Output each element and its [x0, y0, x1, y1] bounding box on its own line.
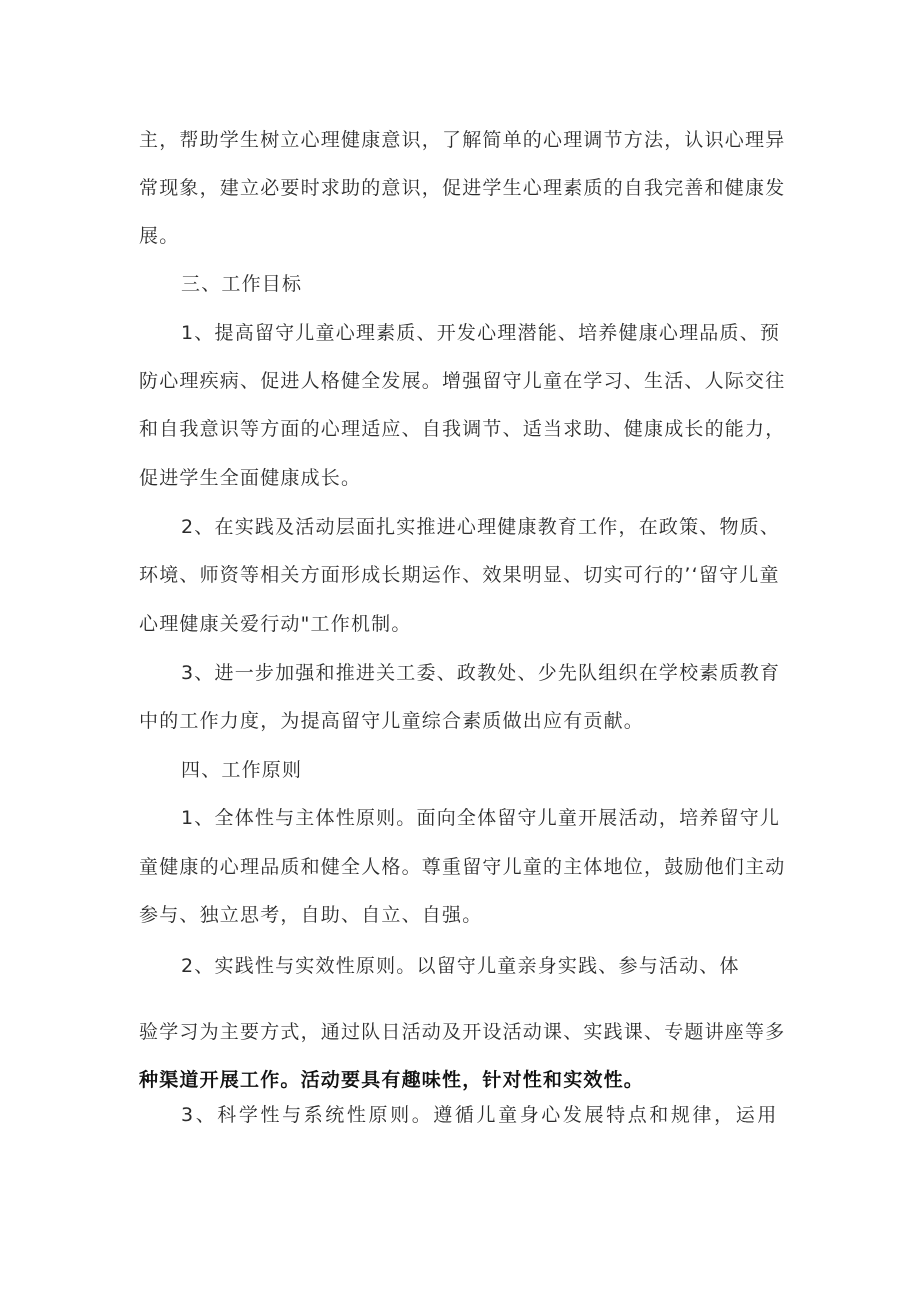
paragraph-line: 防心理疾病、促进人格健全发展。增强留守儿童在学习、生活、人际交往 — [139, 370, 786, 392]
paragraph-line: 2、在实践及活动层面扎实推进心理健康教育工作，在政策、物质、 — [181, 516, 781, 538]
section-heading-principles: 四、工作原则 — [181, 759, 303, 781]
paragraph-line: 环境、师资等相关方面形成长期运作、效果明显、切实可行的’‘留守儿童 — [139, 564, 780, 586]
paragraph-line: 1、提高留守儿童心理素质、开发心理潜能、培养健康心理品质、预 — [181, 322, 781, 344]
paragraph-line: 主，帮助学生树立心理健康意识，了解简单的心理调节方法，认识心理异 — [139, 129, 786, 151]
paragraph-line: 2、实践性与实效性原则。以留守儿童亲身实践、参与活动、体 — [181, 955, 740, 977]
paragraph-line: 中的工作力度，为提高留守儿童综合素质做出应有贡献。 — [139, 710, 645, 732]
paragraph-line: 3、进一步加强和推进关工委、政教处、少先队组织在学校素质教育 — [181, 662, 781, 684]
paragraph-line: 1、全体性与主体性原则。面向全体留守儿童开展活动，培养留守儿 — [181, 807, 781, 829]
paragraph-line: 和自我意识等方面的心理适应、自我调节、适当求助、健康成长的能力， — [139, 418, 786, 440]
paragraph-line: 展。 — [139, 225, 180, 247]
paragraph-line: 童健康的心理品质和健全人格。尊重留守儿童的主体地位，鼓励他们主动 — [139, 856, 786, 878]
paragraph-line: 验学习为主要方式，通过队日活动及开设活动课、实践课、专题讲座等多 — [139, 1021, 786, 1043]
paragraph-line: 常现象，建立必要时求助的意识，促进学生心理素质的自我完善和健康发 — [139, 177, 786, 199]
paragraph-line: 促进学生全面健康成长。 — [139, 467, 362, 489]
paragraph-line: 种渠道开展工作。活动要具有趣味性，针对性和实效性。 — [139, 1069, 645, 1091]
paragraph-line: 心理健康关爱行动"工作机制。 — [139, 613, 412, 635]
section-heading-goals: 三、工作目标 — [181, 273, 303, 295]
paragraph-line: 参与、独立思考，自助、自立、自强。 — [139, 904, 483, 926]
paragraph-line: 3、科学性与系统性原则。遵循儿童身心发展特点和规律，运用 — [181, 1104, 779, 1126]
